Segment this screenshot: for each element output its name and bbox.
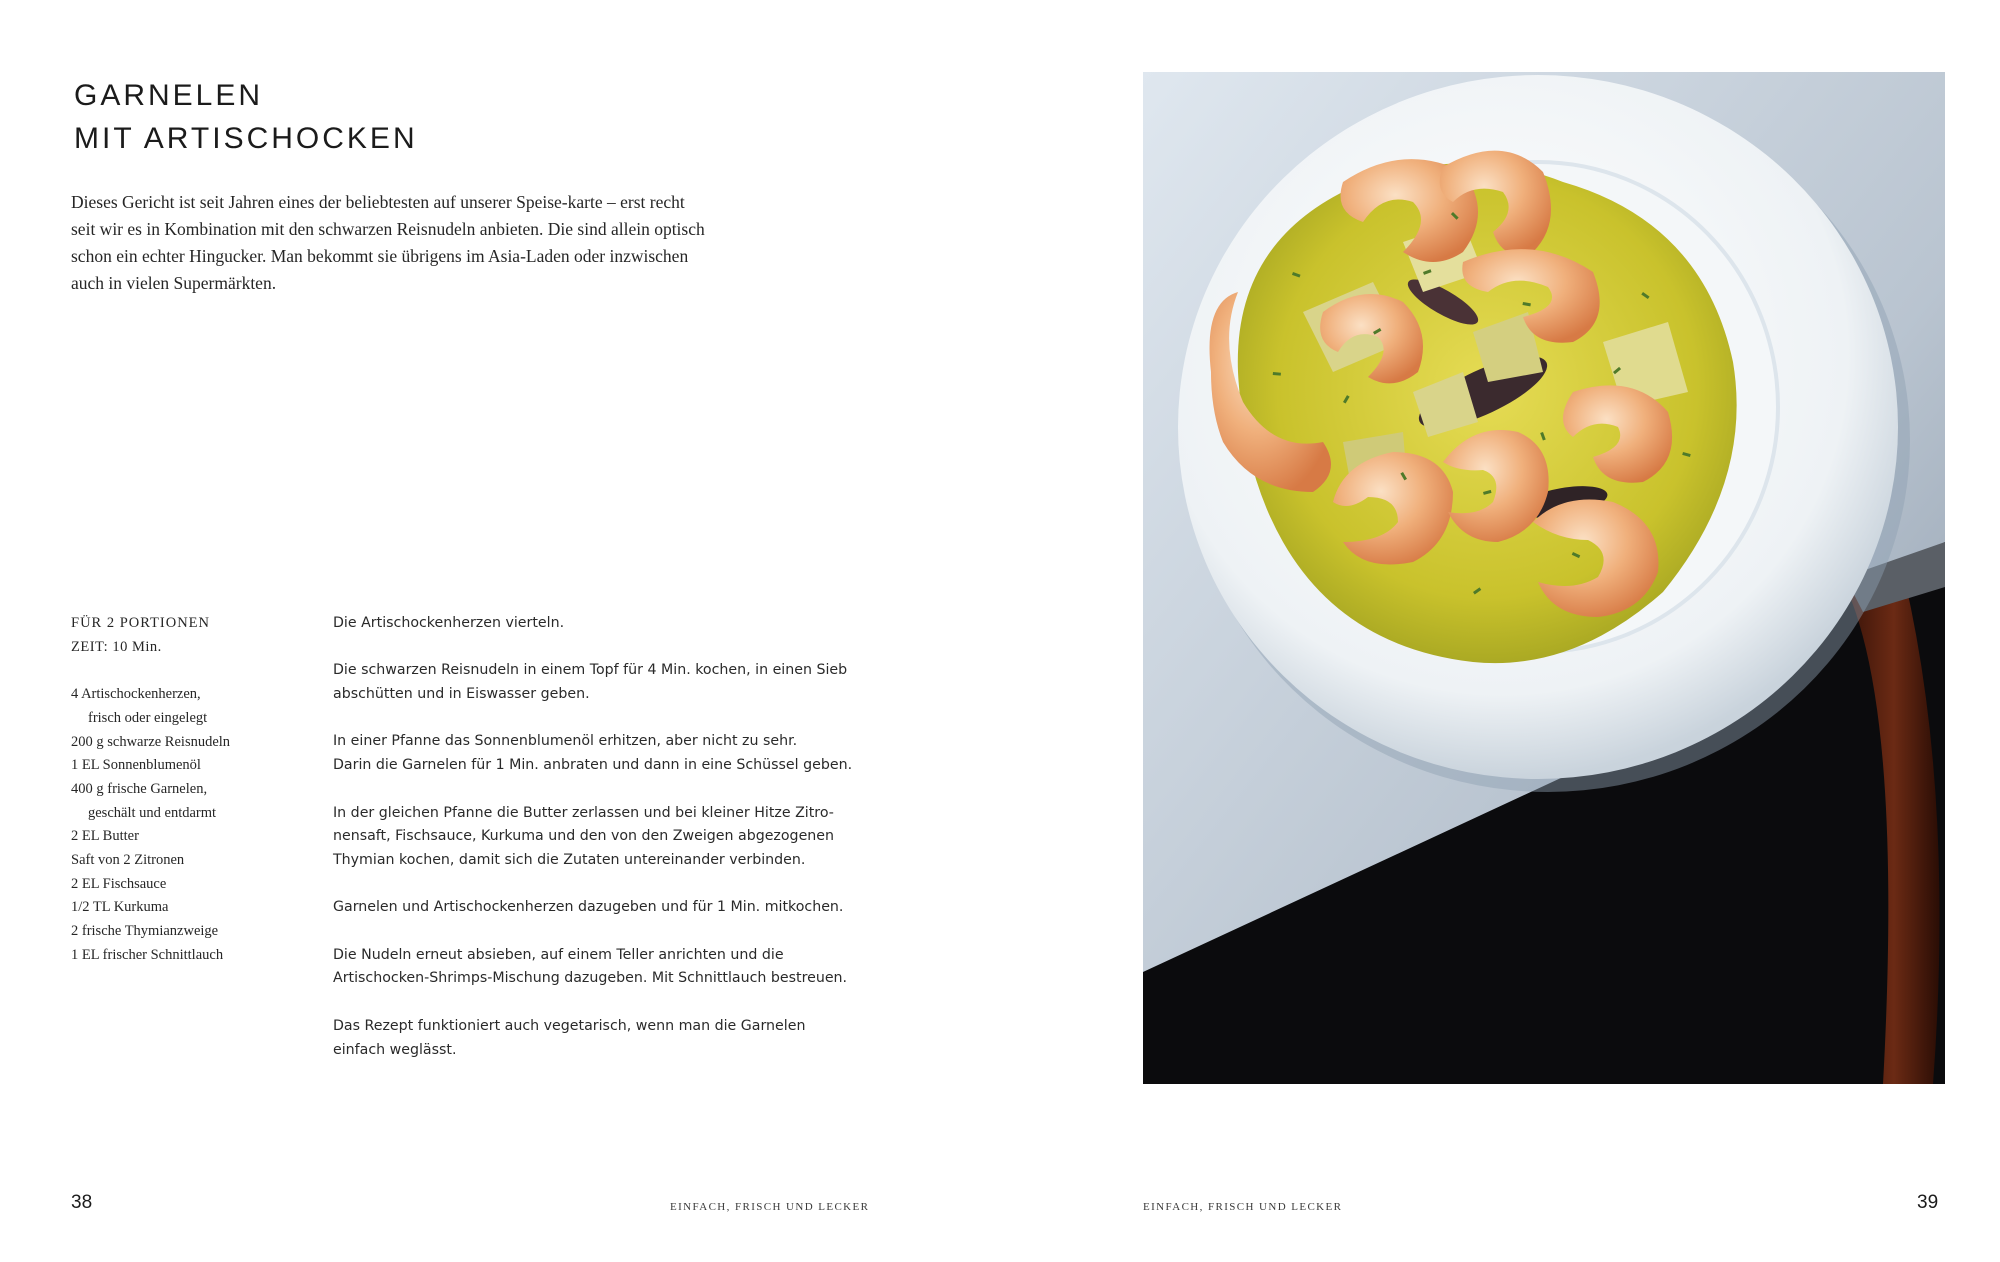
step-paragraph bbox=[333, 612, 893, 636]
recipe-title bbox=[74, 74, 418, 160]
ingredient-item: 1 EL frischer Schnittlauch bbox=[71, 946, 224, 963]
step-line: einfach weglässt. bbox=[333, 1041, 457, 1058]
intro-line: Dieses Gericht ist seit Jahren eines der beliebtesten auf unserer Speise-karte – erst recht bbox=[71, 192, 685, 212]
running-head-right: EINFACH, FRISCH UND LECKER bbox=[1143, 1201, 1343, 1213]
step-line: In der gleichen Pfanne die Butter zerlassen und bei kleiner Hitze Zitro- bbox=[333, 804, 834, 821]
intro-line: schon ein echter Hingucker. Man bekommt sie übrigens im Asia-Laden oder inzwischen bbox=[71, 246, 689, 266]
step-paragraph bbox=[333, 944, 893, 991]
step-paragraph bbox=[333, 1015, 893, 1062]
step-line: nensaft, Fischsauce, Kurkuma und den von den Zweigen abgezogenen bbox=[333, 828, 835, 845]
ingredients-column bbox=[71, 612, 321, 968]
step-line: Die schwarzen Reisnudeln in einem Topf für 4 Min. kochen, in einen Sieb bbox=[333, 662, 848, 679]
ingredient-list bbox=[71, 683, 321, 967]
ingredient-item: geschält und entdarmt bbox=[88, 804, 217, 821]
intro-line: seit wir es in Kombination mit den schwarzen Reisnudeln anbieten. Die sind allein optisch bbox=[71, 219, 705, 239]
step-line: Artischocken-Shrimps-Mischung dazugeben. Mit Schnittlauch bestreuen. bbox=[333, 970, 848, 987]
recipe-title-line: GARNELEN bbox=[74, 79, 264, 112]
preparation-steps bbox=[333, 612, 893, 1086]
step-paragraph bbox=[333, 730, 893, 777]
ingredient-item: 200 g schwarze Reisnudeln bbox=[71, 733, 231, 750]
intro-line: auch in vielen Supermärkten. bbox=[71, 273, 277, 293]
step-line: Das Rezept funktioniert auch vegetarisch, wenn man die Garnelen bbox=[333, 1017, 806, 1034]
ingredient-item: 2 frische Thymianzweige bbox=[71, 923, 219, 940]
ingredient-item: Saft von 2 Zitronen bbox=[71, 852, 185, 869]
ingredient-item: 1/2 TL Kurkuma bbox=[71, 899, 169, 916]
step-line: Die Artischockenherzen vierteln. bbox=[333, 615, 565, 631]
ingredient-item: 1 EL Sonnenblumenöl bbox=[71, 757, 201, 774]
running-head-left: EINFACH, FRISCH UND LECKER bbox=[670, 1201, 870, 1213]
ingredient-item: 400 g frische Garnelen, bbox=[71, 780, 208, 797]
step-paragraph bbox=[333, 659, 893, 706]
step-paragraph bbox=[333, 802, 893, 873]
ingredient-item: 2 EL Fischsauce bbox=[71, 875, 167, 892]
ingredient-item: 2 EL Butter bbox=[71, 828, 139, 845]
ingredient-item: 4 Artischockenherzen, bbox=[71, 686, 201, 703]
time-label: ZEIT: 10 Min. bbox=[71, 638, 162, 655]
recipe-intro bbox=[71, 189, 751, 297]
page-number-left: 38 bbox=[71, 1192, 93, 1213]
step-line: Die Nudeln erneut absieben, auf einem Teller anrichten und die bbox=[333, 946, 784, 963]
step-line: Thymian kochen, damit sich die Zutaten untereinander verbinden. bbox=[333, 851, 806, 868]
step-line: abschütten und in Eiswasser geben. bbox=[333, 686, 590, 703]
ingredient-item: frisch oder eingelegt bbox=[88, 709, 208, 726]
step-paragraph bbox=[333, 896, 893, 920]
step-line: Darin die Garnelen für 1 Min. anbraten und dann in eine Schüssel geben. bbox=[333, 757, 853, 774]
step-line: In einer Pfanne das Sonnenblumenöl erhitzen, aber nicht zu sehr. bbox=[333, 733, 798, 750]
recipe-title-line: MIT ARTISCHOCKEN bbox=[74, 122, 418, 155]
page-number-right: 39 bbox=[1917, 1192, 1939, 1213]
dish-photo bbox=[1143, 72, 1945, 1084]
servings-label: FÜR 2 PORTIONEN bbox=[71, 615, 211, 631]
step-line: Garnelen und Artischockenherzen dazugeben und für 1 Min. mitkochen. bbox=[333, 899, 844, 916]
